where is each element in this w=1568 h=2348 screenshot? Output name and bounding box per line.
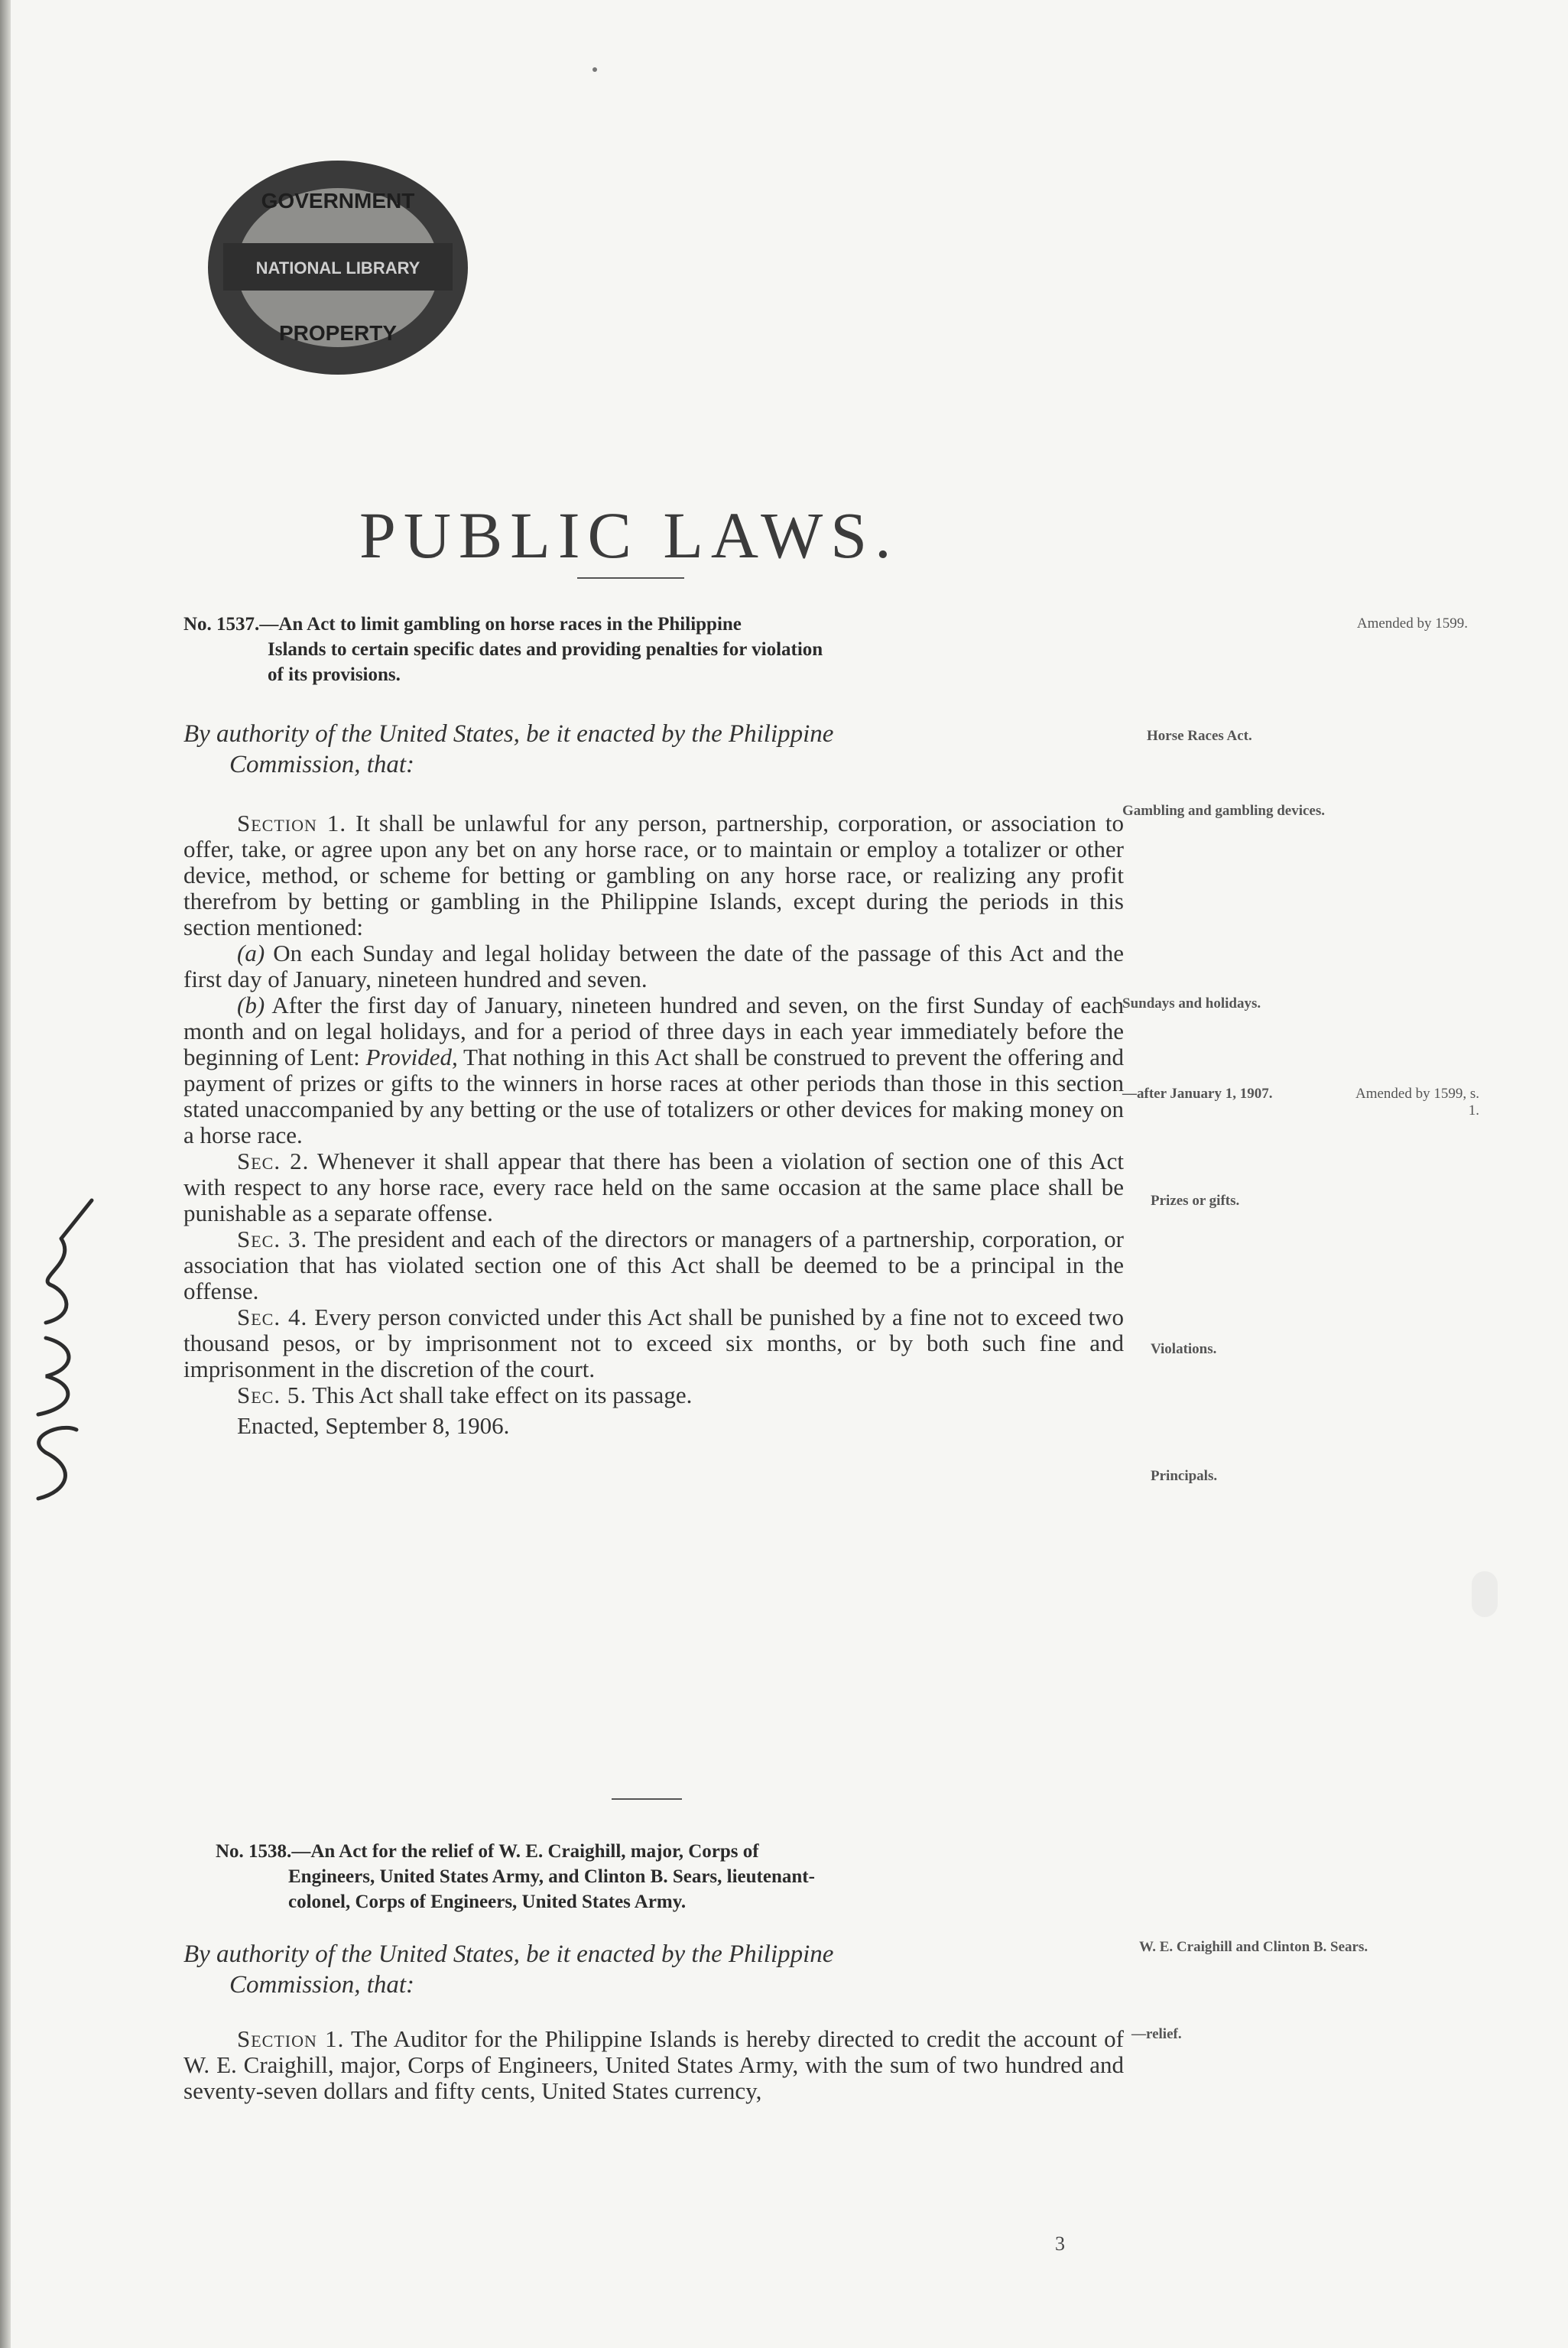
act-1537-heading-line1: —An Act to limit gambling on horse races in the Philippine (259, 614, 742, 635)
act-1538-heading (216, 1839, 1148, 1914)
act-1538-enacting-clause (183, 1939, 1147, 2000)
act-1537-section-1 (183, 810, 1124, 1439)
margin-note-prizes: Prizes or gifts. (1151, 1193, 1240, 1209)
act-1538-heading-line1: —An Act for the relief of W. E. Craighill, major, Corps of (291, 1841, 759, 1862)
library-stamp (200, 153, 476, 382)
stamp-text-top: GOVERNMENT (261, 189, 415, 213)
section-1-text: It shall be unlawful for any person, partnership, corporation, or association to offer, take, or agree upon any bet on any horse race, or to maintain or employ a totalizer or other device, method, or scheme for betting or gambling on any horse race, or realizing any profit therefrom by betting or gambling in the Philippine Islands, except during the periods in this section mentioned: (183, 810, 1124, 940)
paper-speck (592, 67, 597, 72)
act-1538-section-1-text: The Auditor for the Philippine Islands is hereby directed to credit the account of W. E. Craighill, major, Corps of Engineers, United States Army, with the sum of two hundred and seventy-seven dollars and fifty cents, United States currency, (183, 2025, 1124, 2104)
act-1537-enacting-clause (183, 719, 1147, 780)
section-4-text: Every person convicted under this Act shall be punished by a fine not to exceed two thousand pesos, or by imprisonment not to exceed six months, or by both such fine and imprisonment in the discretion of the court. (183, 1304, 1125, 1382)
act-1537-heading-line3: of its provisions. (268, 664, 401, 685)
margin-note-after-january: —after January 1, 1907. (1122, 1086, 1273, 1102)
margin-note-gambling: Gambling and gambling devices. (1122, 803, 1325, 819)
section-3-text: The president and each of the directors or managers of a partnership, corporation, or association that has violated section one of this Act shall be deemed to be a principal in the offense. (183, 1226, 1124, 1304)
page-title: PUBLIC LAWS. (359, 499, 899, 572)
margin-note-principals: Principals. (1151, 1468, 1218, 1484)
margin-note-amended: Amended by 1599. (1356, 615, 1468, 632)
section-5-label: Sec. 5. (237, 1382, 307, 1408)
clause-b-provided: Provided, (365, 1044, 458, 1070)
margin-note-relief: —relief. (1131, 2026, 1182, 2042)
act-1537-enacted-date: Enacted, September 8, 1906. (237, 1412, 510, 1439)
title-rule (577, 577, 684, 579)
act-1537-number: No. 1537. (183, 614, 260, 635)
section-2-label: Sec. 2. (237, 1148, 310, 1174)
clause-a-text: On each Sunday and legal holiday between the date of the passage of this Act and the first day of January, nineteen hundred and seven. (183, 940, 1124, 992)
margin-note-violations: Violations. (1151, 1341, 1217, 1357)
clause-b-text: After the first day of January, nineteen hundred and seven, on the first Sunday of each month and on legal holidays, and for a period of three days in each year immediately before the beginning of Lent: (183, 992, 1124, 1070)
section-4-label: Sec. 4. (237, 1304, 308, 1330)
section-5-text: This Act shall take effect on its passage. (312, 1382, 693, 1408)
act-1538-heading-line3: colonel, Corps of Engineers, United States Army. (288, 1892, 687, 1912)
clause-b-label: (b) (237, 992, 265, 1018)
stamp-text-bottom: PROPERTY (278, 321, 398, 345)
act-1538-enacting-line1: By authority of the United States, be it enacted by the Philippine (183, 1940, 834, 1968)
section-1-label: Section 1. (237, 810, 347, 836)
margin-note-sundays: Sundays and holidays. (1122, 995, 1261, 1012)
handwritten-annotation (15, 1193, 107, 1514)
act-1537-heading-line2: Islands to certain specific dates and providing penalties for violation (268, 639, 823, 660)
enacting-line1: By authority of the United States, be it enacted by the Philippine (183, 720, 834, 748)
clause-a-label: (a) (237, 940, 265, 966)
paper-blemish (1472, 1571, 1498, 1617)
section-3-label: Sec. 3. (237, 1226, 308, 1252)
act-1538-section-1 (183, 2026, 1124, 2104)
page-number: 3 (1055, 2233, 1065, 2255)
binding-edge (0, 0, 11, 2348)
margin-note-amended-s1: Amended by 1599, s. 1. (1355, 1086, 1479, 1119)
act-1538-number: No. 1538. (216, 1841, 292, 1862)
enacting-line2: Commission, that: (229, 751, 415, 778)
act-1538-enacting-line2: Commission, that: (229, 1971, 415, 1999)
section-2-text: Whenever it shall appear that there has been a violation of section one of this Act with respect to any horse race, every race held on the same occasion at the same place shall be punishable as a separate offense. (183, 1148, 1124, 1226)
stamp-text-middle: NATIONAL LIBRARY (255, 258, 420, 278)
margin-note-horse-races: Horse Races Act. (1147, 728, 1252, 744)
clause-b-proviso: That nothing in this Act shall be construed to prevent the offering and payment of prizes or gifts to the winners in horse races at other periods than those in this section stated unaccompanied by any betting or the use of totalizers or other devices for making money on a horse race. (183, 1044, 1125, 1148)
act-separator-rule (612, 1798, 682, 1800)
act-1538-section-1-label: Section 1. (237, 2025, 345, 2052)
margin-note-craighill: W. E. Craighill and Clinton B. Sears. (1139, 1939, 1368, 1955)
act-1538-heading-line2: Engineers, United States Army, and Clinton B. Sears, lieutenant- (288, 1866, 815, 1887)
act-1537-heading (183, 612, 1147, 687)
